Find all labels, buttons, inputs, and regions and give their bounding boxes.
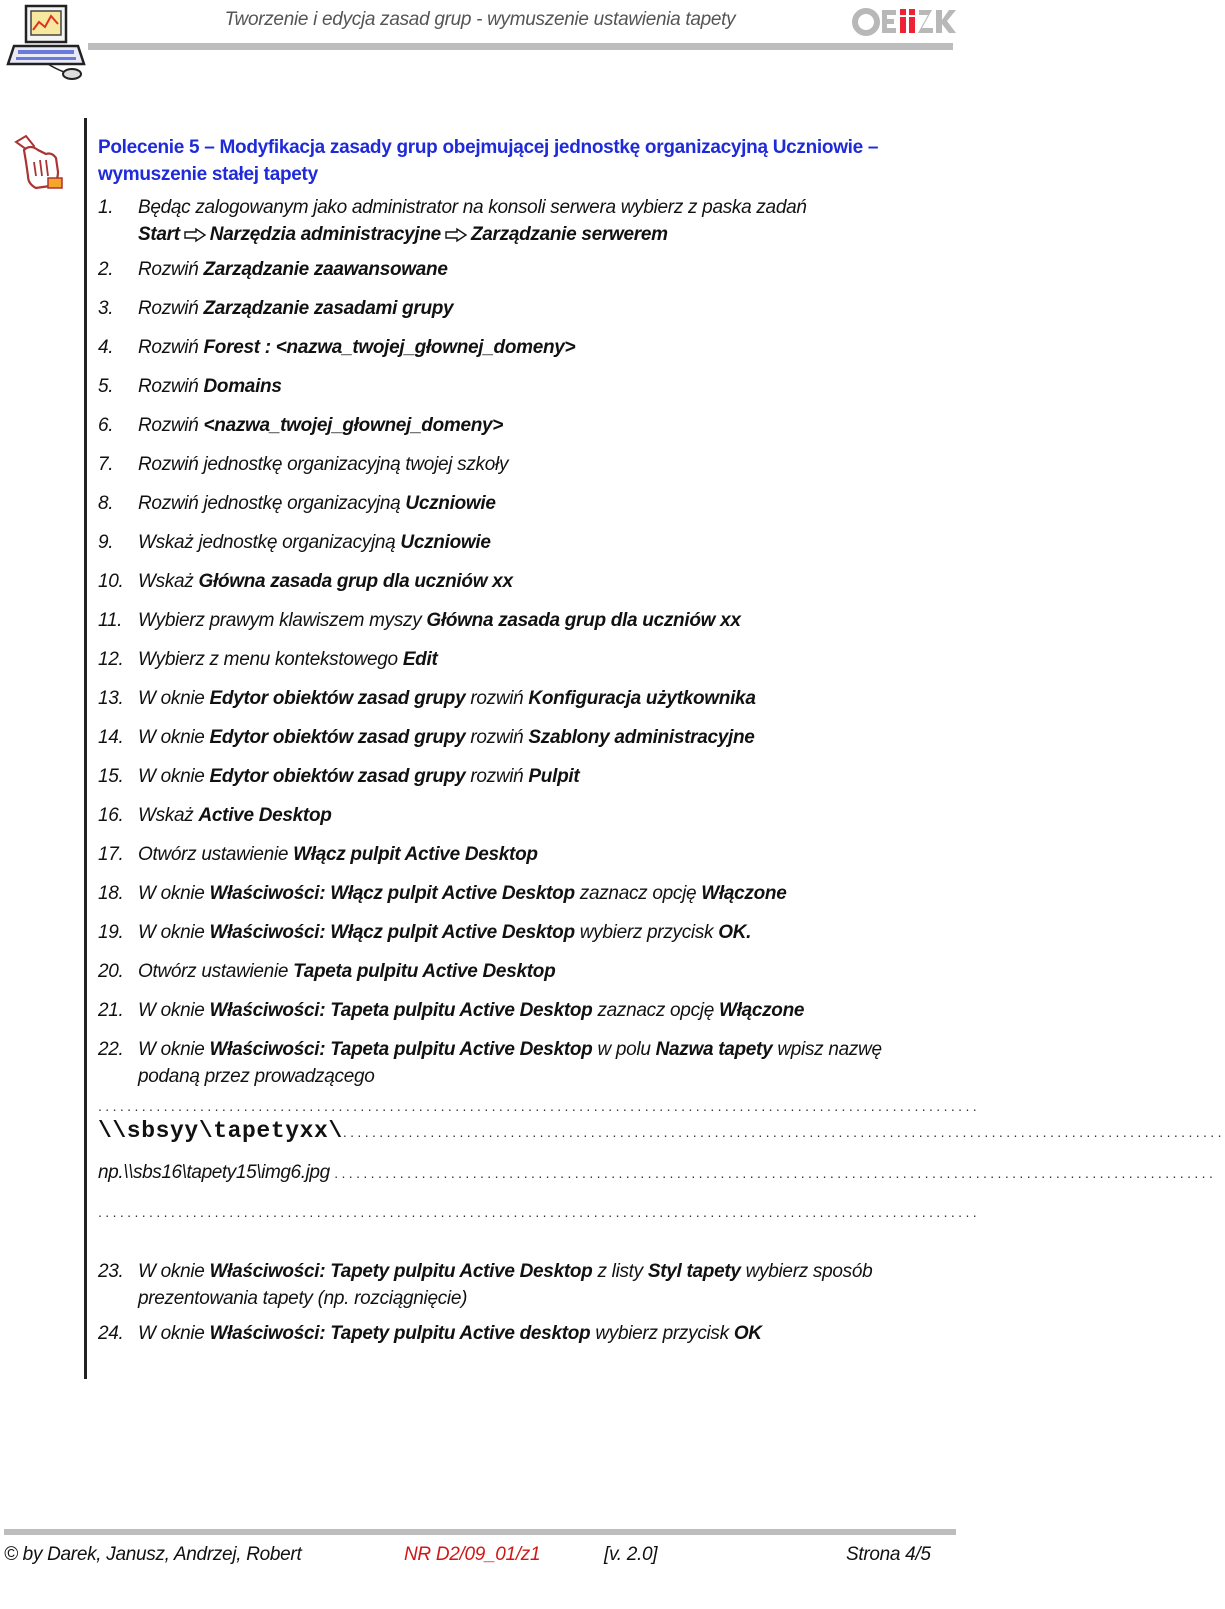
- step-item: 21. W oknie Właściwości: Tapeta pulpitu Active Desktop zaznacz opcję Włączone: [98, 1000, 805, 1021]
- arrow-right-icon: [445, 228, 467, 242]
- task-heading: Polecenie 5 – Modyfikacja zasady grup obejmującej jednostkę organizacyjną Uczniowie – wymuszenie stałej tapety: [98, 137, 879, 185]
- path-bold-line: [98, 1118, 1225, 1148]
- step-item: 15. W oknie Edytor obiektów zasad grupy rozwiń Pulpit: [98, 766, 580, 787]
- arrow-right-icon: [184, 228, 206, 242]
- path-example-line: [98, 1162, 1217, 1190]
- step-item: 16. Wskaż Active Desktop: [98, 805, 332, 826]
- steps-list: [98, 194, 1225, 1347]
- step-item: 4. Rozwiń Forest : <nazwa_twojej_głownej_domeny>: [98, 337, 576, 358]
- oeiizk-logo: [852, 6, 956, 38]
- dotted-fill: .........................................................................................................................: [342, 1124, 1225, 1140]
- step-item: 6. Rozwiń <nazwa_twojej_głownej_domeny>: [98, 415, 504, 436]
- step-item: 23. W oknie Właściwości: Tapety pulpitu Active Desktop z listy Styl tapety wybierz sposób prezentowania tapety (np. rozciągnięcie): [98, 1261, 873, 1309]
- footer-doc-number: NR D2/09_01/z1: [404, 1544, 541, 1565]
- step-item: 18. W oknie Właściwości: Włącz pulpit Active Desktop zaznacz opcję Włączone: [98, 883, 787, 904]
- step-item: 7. Rozwiń jednostkę organizacyjną twojej szkoły: [98, 454, 509, 475]
- step-item: 19. W oknie Właściwości: Włącz pulpit Active Desktop wybierz przycisk OK.: [98, 922, 752, 943]
- step-item: 22. W oknie Właściwości: Tapeta pulpitu Active Desktop w polu Nazwa tapety wpisz nazwę podaną przez prowadzącego: [98, 1039, 882, 1087]
- dotted-fill: .........................................................................................................................: [334, 1165, 1217, 1181]
- writing-hand-icon: [12, 132, 70, 192]
- step-item: 12. Wybierz z menu kontekstowego Edit: [98, 649, 438, 670]
- path-bold: \\sbsyy\tapetyxx\: [98, 1118, 343, 1144]
- step-item: 13. W oknie Edytor obiektów zasad grupy rozwiń Konfiguracja użytkownika: [98, 688, 756, 709]
- left-margin-bar: [84, 118, 87, 1379]
- step-item: 9. Wskaż jednostkę organizacyjną Uczniowie: [98, 532, 491, 553]
- step-item: 11. Wybierz prawym klawiszem myszy Główna zasada grup dla uczniów xx: [98, 610, 741, 631]
- wallpaper-path-area: [98, 1098, 1225, 1258]
- step-item: 3. Rozwiń Zarządzanie zasadami grupy: [98, 298, 454, 319]
- footer-page-number: Strona 4/5: [846, 1544, 931, 1565]
- step-item: 20. Otwórz ustawienie Tapeta pulpitu Active Desktop: [98, 961, 556, 982]
- dotted-line: .........................................................................................................................: [98, 1098, 981, 1114]
- header-rule: [88, 43, 953, 50]
- step-item: 17. Otwórz ustawienie Włącz pulpit Active Desktop: [98, 844, 538, 865]
- footer-version: [v. 2.0]: [604, 1544, 658, 1565]
- step-item: 14. W oknie Edytor obiektów zasad grupy rozwiń Szablony administracyjne: [98, 727, 755, 748]
- task-content: [98, 134, 1225, 1359]
- step-item: 5. Rozwiń Domains: [98, 376, 282, 397]
- step-item: 2. Rozwiń Zarządzanie zaawansowane: [98, 259, 448, 280]
- header-title: Tworzenie i edycja zasad grup - wymuszenie ustawienia tapety: [224, 9, 736, 30]
- footer-authors: © by Darek, Janusz, Andrzej, Robert: [4, 1544, 302, 1565]
- step-item: 8. Rozwiń jednostkę organizacyjną Uczniowie: [98, 493, 496, 514]
- dotted-line: .........................................................................................................................: [98, 1204, 981, 1220]
- footer-rule: [4, 1529, 956, 1535]
- path-example: np.\\sbs16\tapety15\img6.jpg: [98, 1162, 330, 1183]
- step-item: 10. Wskaż Główna zasada grup dla uczniów xx: [98, 571, 513, 592]
- step-item: 1. Będąc zalogowanym jako administrator na konsoli serwera wybierz z paska zadań Start Narzędzia administracyjne Zarządzanie serwerem: [98, 197, 807, 245]
- step-item: 24. W oknie Właściwości: Tapety pulpitu Active desktop wybierz przycisk OK: [98, 1323, 762, 1344]
